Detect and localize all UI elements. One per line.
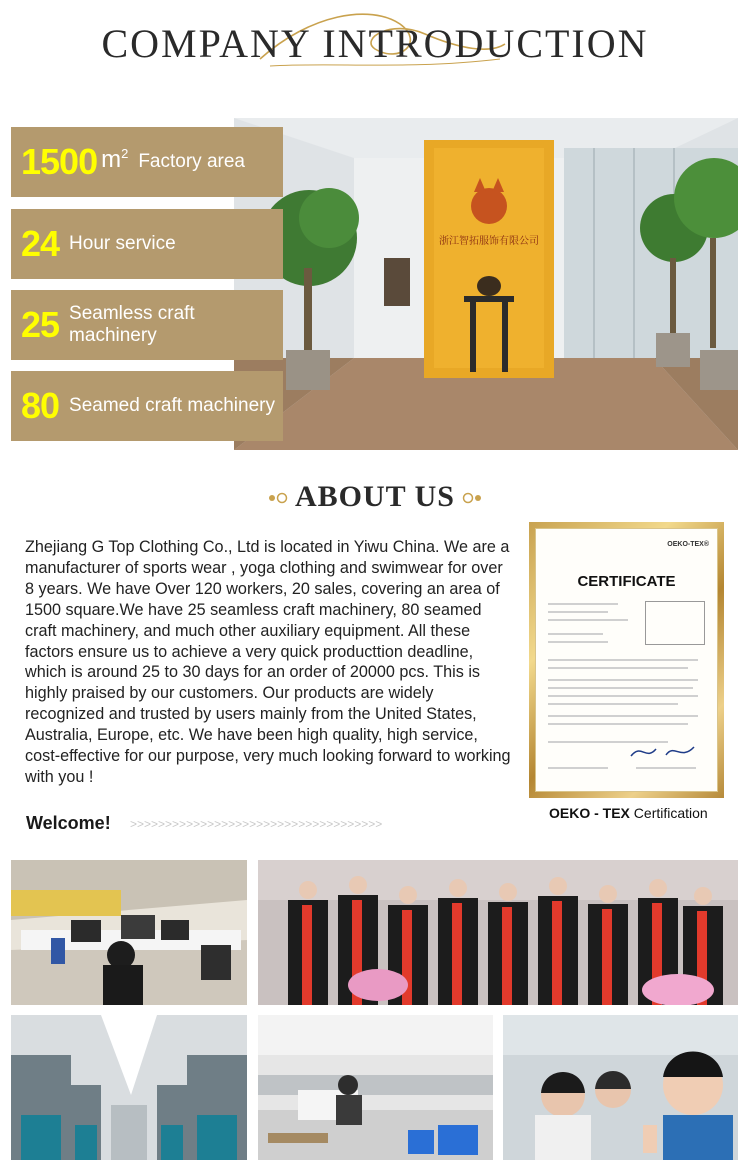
stat-label: Factory area bbox=[138, 151, 245, 172]
sewing-workshop-photo bbox=[258, 1015, 493, 1160]
stat-label: Seamless craft machinery bbox=[69, 303, 195, 346]
dots-ornament-right-icon bbox=[458, 490, 482, 506]
certificate-caption: OEKO - TEX Certification bbox=[549, 805, 708, 821]
stat-number: 80 bbox=[21, 385, 60, 426]
stat-unit: $m^2$ bbox=[101, 146, 129, 173]
knitting-machines-photo bbox=[11, 1015, 247, 1160]
stat-label: Seamed craft machinery bbox=[69, 395, 275, 416]
office-workspace-photo bbox=[11, 860, 247, 1005]
team-group-photo bbox=[258, 860, 738, 1005]
stat-number: 1500 bbox=[21, 141, 98, 182]
stat-seamless-machinery bbox=[11, 290, 283, 360]
about-body: Zhejiang G Top Clothing Co., Ltd is located in Yiwu China. We are a manufacturer of sports wear , yoga clothing and swimwear for over 8 years. We have Over 120 workers, 20 sales, covering an area of 1500 square.We have 25 seamless craft machinery, 80 seamed craft machinery, and much other auxiliary equipment. All these factors ensure us to achieve a very quick producttion deadline, which is around 25 to 30 days for an order of 20000 pcs. This is highly praised by our customers. Our products are widely recognized and trusted by users mainly from the United States, Australia, Europe, etc. We have been high quality, high service, cost-effective for our purpose, very much looking forward to working with you ! bbox=[25, 538, 511, 786]
cert-brand: OEKO-TEX® bbox=[667, 541, 709, 548]
cert-title: CERTIFICATE bbox=[577, 573, 676, 590]
welcome-arrows-divider: >>>>>>>>>>>>>>>>>>>>>>>>>>>>>>>>>>>> bbox=[130, 817, 383, 831]
factory-office-photo bbox=[234, 118, 738, 450]
about-title: ABOUT US bbox=[295, 480, 455, 513]
certificate-image bbox=[529, 522, 724, 798]
stat-label: Hour service bbox=[69, 233, 176, 254]
stat-hour-service bbox=[11, 209, 283, 279]
wall-sign-text: 浙江智拓服饰有限公司 bbox=[439, 236, 539, 247]
stat-number: 24 bbox=[21, 223, 60, 264]
page-title: COMPANY INTRODUCTION bbox=[101, 21, 649, 66]
team-selfie-photo bbox=[503, 1015, 738, 1160]
stat-factory-area bbox=[11, 127, 283, 197]
stat-number: 25 bbox=[21, 304, 60, 345]
welcome-label: Welcome! bbox=[26, 813, 111, 833]
stat-seamed-machinery bbox=[11, 371, 283, 441]
